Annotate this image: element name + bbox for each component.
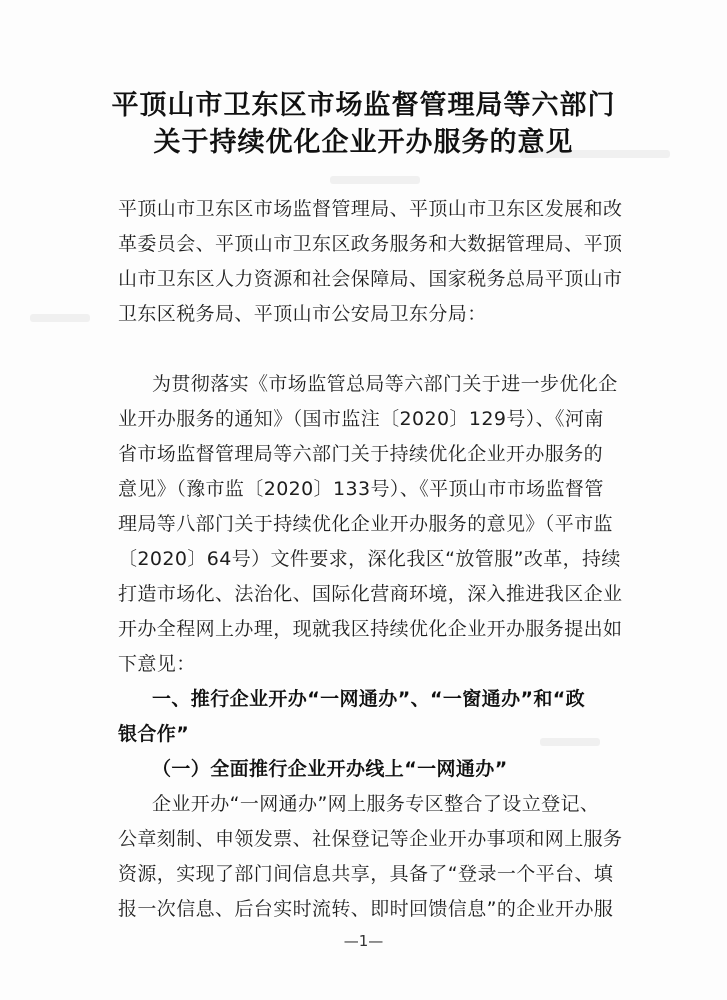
intro-line: 打造市场化、法治化、国际化营商环境，深入推进我区企业 (118, 583, 623, 605)
intro-line: 业开办服务的通知》（国市监注〔2020〕129号）、《河南 (118, 408, 604, 430)
body-line: 公章刻制、申领发票、社保登记等企业开办事项和网上服务 (118, 828, 623, 850)
body-line: 报一次信息、后台实时流转、即时回馈信息”的企业开办服 (118, 898, 614, 920)
addressee-line: 山市卫东区人力资源和社会保障局、国家税务总局平顶山市 (118, 268, 623, 290)
intro-line: 开办全程网上办理，现就我区持续优化企业开办服务提出如 (118, 618, 623, 640)
intro-line: 下意见： (118, 653, 196, 675)
body-line: 企业开办“一网通办”网上服务专区整合了设立登记、 (152, 793, 600, 815)
addressee-line: 卫东区税务局、平顶山市公安局卫东分局： (118, 303, 487, 325)
section-heading-line: 一、推行企业开办“一网通办”、“一窗通办”和“政 (152, 688, 586, 710)
body-line: 资源，实现了部门间信息共享，具备了“登录一个平台、填 (118, 863, 614, 885)
addressee-line: 平顶山市卫东区市场监督管理局、平顶山市卫东区发展和改 (118, 198, 623, 220)
intro-line: 理局等八部门关于持续优化企业开办服务的意见》（平市监 (118, 513, 613, 535)
scan-artifact (540, 738, 600, 746)
document-title-line-1: 平顶山市卫东区市场监督管理局等六部门 (111, 90, 616, 121)
addressee-line: 革委员会、平顶山市卫东区政务服务和大数据管理局、平顶 (118, 233, 623, 255)
subsection-heading: （一）全面推行企业开办线上“一网通办” (152, 758, 508, 780)
intro-line: 为贯彻落实《市场监管总局等六部门关于进一步优化企 (152, 373, 618, 395)
document-title-line-2: 关于持续优化企业开办服务的意见 (153, 127, 574, 158)
intro-line: 省市场监督管理局等六部门关于持续优化企业开办服务的 (118, 443, 604, 465)
scan-artifact (30, 314, 90, 322)
page-number: —1— (343, 932, 384, 950)
section-heading-line: 银合作” (118, 723, 190, 745)
scan-artifact (330, 176, 420, 184)
intro-line: 〔2020〕64号）文件要求，深化我区“放管服”改革，持续 (118, 548, 621, 570)
intro-line: 意见》（豫市监〔2020〕133号）、《平顶山市市场监督管 (118, 478, 604, 500)
